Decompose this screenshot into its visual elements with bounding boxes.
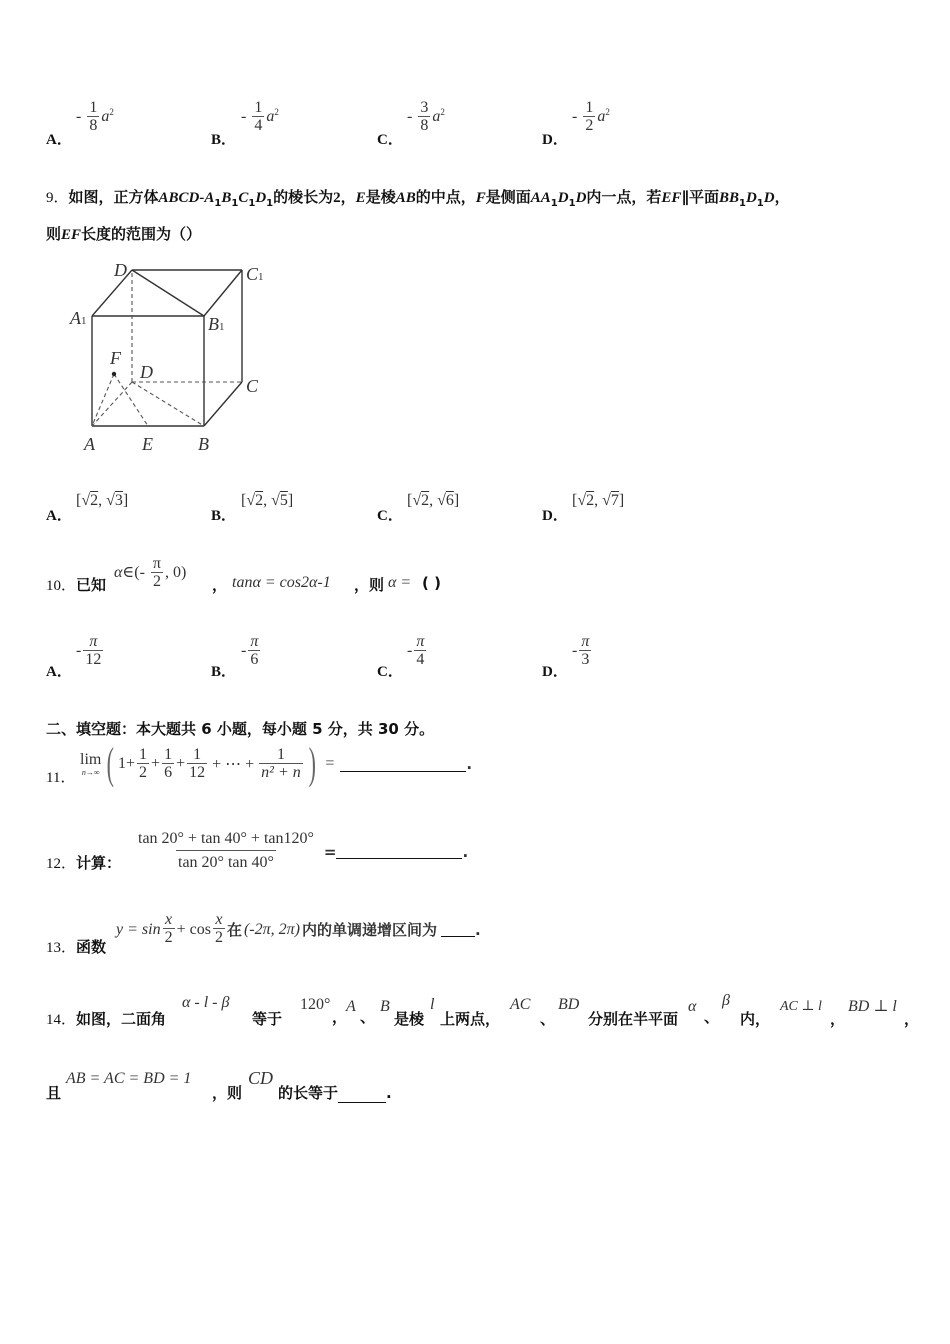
- q14-line2: 且 AB = AC = BD = 1 ，则 CD 的长等于 .: [46, 1068, 392, 1102]
- label-e: E: [142, 434, 153, 454]
- label-a: A: [84, 434, 95, 454]
- q11-math: lim n→∞ ( 1 + $\frac{1}{2}$ + $\frac{1}{6}$ + $\frac{1}{12}$ + ⋯ + $\frac{1}{\text{n² + n}}$ ) = .: [80, 739, 473, 788]
- option-math: [√2, √7]: [572, 492, 625, 509]
- option-math: - $\frac{1}{2}$ $a^2$: [572, 99, 610, 134]
- option-label: A．: [46, 132, 72, 148]
- option-math: - $\frac{1}{4}$ $a^2$: [241, 99, 279, 134]
- q10-options: [0, 632, 950, 682]
- q8-options: [0, 98, 950, 150]
- option-math: - $\frac{\pi}{3}$: [572, 633, 590, 668]
- label-d: D: [140, 362, 153, 382]
- q9-stem-line2: 则EF长度的范围为（）: [46, 225, 202, 243]
- cube-figure: [60, 258, 280, 458]
- q14-line1: 14．如图，二面角 α - l - β 等于 120° ， A 、 B 是棱 l 上两点， AC 、 BD 分别在半平面 α 、 β 内， AC ⊥ l ， BD ⊥ l ，: [46, 992, 920, 1028]
- q9-options: [0, 490, 950, 530]
- edge: [204, 270, 242, 316]
- label-b1: B1: [208, 314, 225, 334]
- answer-blank[interactable]: [336, 844, 462, 859]
- q12-math: $\frac{\tan 20^\circ + \tan 40^\circ + \tan 120^\circ}{\tan 20^\circ \tan 40^\circ}$ = .: [132, 828, 468, 875]
- option-label: C．: [377, 132, 403, 148]
- option-label: A．: [46, 508, 72, 524]
- label-c1: C1: [246, 264, 264, 284]
- option-math: [√2, √6]: [407, 492, 460, 509]
- q12: 12．计算： $\frac{\tan 20^\circ + \tan 40^\circ + \tan 120^\circ}{\tan 20^\circ \tan 40^\circ}$ = .: [46, 826, 906, 878]
- option-math: - $\frac{1}{8}$ $a^2$: [76, 99, 114, 134]
- option-label: B．: [211, 508, 237, 524]
- option-math: - $\frac{\pi}{12}$: [76, 633, 102, 668]
- label-b: B: [198, 434, 209, 454]
- edge: [132, 270, 204, 316]
- q13: 13．函数 y = sin $\frac{x}{2}$ + cos $\frac{x}{2}$ 在 (-2π, 2π) 内的单调递增区间为 .: [46, 911, 481, 956]
- option-label: C．: [377, 664, 403, 680]
- option-math: - $\frac{\pi}{6}$: [241, 633, 259, 668]
- label-c: C: [246, 376, 259, 396]
- hidden-edge: [92, 374, 114, 426]
- option-label: D．: [542, 664, 568, 680]
- option-label: A．: [46, 664, 72, 680]
- point-f: [112, 372, 116, 376]
- option-label: B．: [211, 132, 237, 148]
- label-f: F: [110, 348, 121, 368]
- option-math: - $\frac{\pi}{4}$: [407, 633, 425, 668]
- answer-blank[interactable]: [338, 1088, 386, 1103]
- option-label: B．: [211, 664, 237, 680]
- option-math: [√2, √5]: [241, 492, 294, 509]
- section-title: 二、填空题：本大题共 6 小题，每小题 5 分，共 30 分。: [46, 720, 435, 738]
- q13-math: y = sin $\frac{x}{2}$ + cos $\frac{x}{2}$ 在 (-2π, 2π) 内的单调递增区间为 .: [116, 911, 481, 946]
- hidden-edge: [132, 382, 204, 426]
- option-math: [√2, √3]: [76, 492, 129, 509]
- option-label: C．: [377, 508, 403, 524]
- q11: 11． lim n→∞ ( 1 + $\frac{1}{2}$ + $\frac{1}{6}$ + $\frac{1}{12}$ + ⋯ + $\frac{1}{\text{n² + n}}$ ) = .: [46, 739, 473, 788]
- edge: [204, 382, 242, 426]
- hidden-edge: [92, 382, 132, 426]
- q9-stem-line1: 9．如图，正方体ABCD-$A_1B_1C_1D_1$的棱长为2，E是棱AB的中点，F是侧面$AA_1D_1D$内一点，若EF∥平面$BB_1D_1D$，: [46, 188, 790, 209]
- answer-blank[interactable]: [441, 922, 475, 937]
- option-label: D．: [542, 132, 568, 148]
- label-a1: A1: [70, 308, 87, 328]
- answer-blank[interactable]: [340, 757, 466, 772]
- label-d1: D: [114, 260, 127, 280]
- option-math: - $\frac{3}{8}$ $a^2$: [407, 99, 445, 134]
- option-label: D．: [542, 508, 568, 524]
